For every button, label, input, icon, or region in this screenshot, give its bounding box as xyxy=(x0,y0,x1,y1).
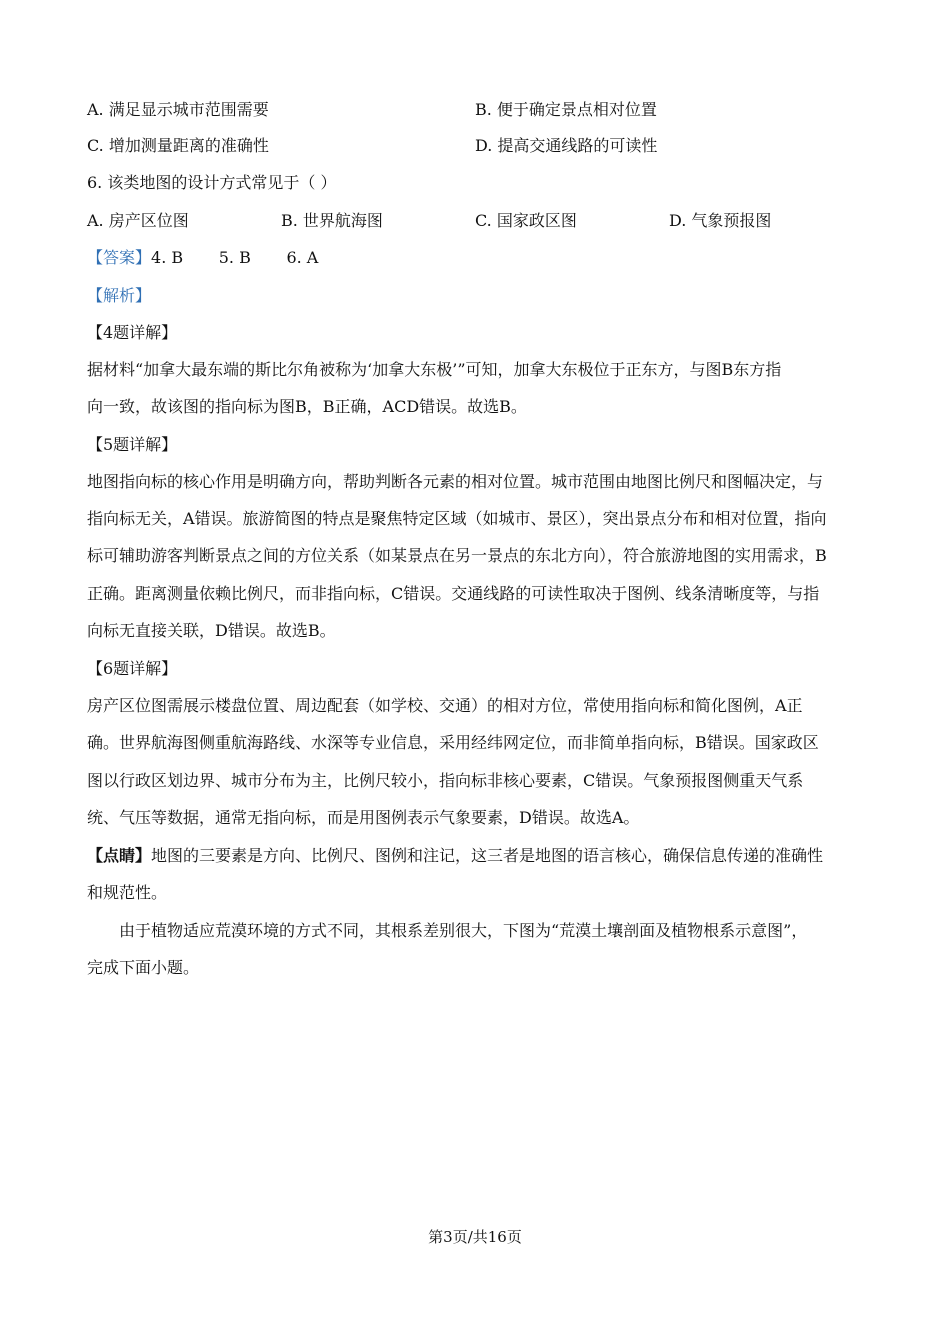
analysis-label: 【解析】 xyxy=(87,286,152,305)
q6-option-a: A. 房产区位图 xyxy=(87,211,189,230)
q6-option-c: C. 国家政区图 xyxy=(475,211,577,230)
answer-row xyxy=(87,248,318,268)
dianjing-label: 【点睛】 xyxy=(87,846,152,865)
q4-detail-line: 向一致，故该图的指向标为图B，B正确，ACD错误。故选B。 xyxy=(87,397,527,416)
q5-option-a: A. 满足显示城市范围需要 xyxy=(87,100,269,119)
q5-detail-line: 地图指向标的核心作用是明确方向，帮助判断各元素的相对位置。城市范围由地图比例尺和图幅决定，与 xyxy=(87,472,824,491)
answer-text: 4. B 5. B 6. A xyxy=(151,248,319,267)
q5-detail-line: 标可辅助游客判断景点之间的方位关系（如某景点在另一景点的东北方向），符合旅游地图的实用需求，B xyxy=(87,546,827,565)
q6-detail-line: 房产区位图需展示楼盘位置、周边配套（如学校、交通）的相对方位，常使用指向标和简化图例，A正 xyxy=(87,696,803,715)
q4-detail-line: 据材料“加拿大最东端的斯比尔角被称为‘加拿大东极’”可知，加拿大东极位于正东方，与图B东方指 xyxy=(87,360,782,379)
page-footer: 第3页/共16页 xyxy=(428,1228,522,1246)
next-material-line2: 完成下面小题。 xyxy=(87,958,200,977)
q6-detail-line: 统、气压等数据，通常无指向标，而是用图例表示气象要素，D错误。故选A。 xyxy=(87,808,640,827)
next-material-line1: 由于植物适应荒漠环境的方式不同，其根系差别很大，下图为“荒漠土壤剖面及植物根系示意图”， xyxy=(119,921,808,940)
q6-detail-line: 图以行政区划边界、城市分布为主，比例尺较小，指向标非核心要素，C错误。气象预报图侧重天气系 xyxy=(87,771,804,790)
q6-detail-heading: 【6题详解】 xyxy=(87,659,178,678)
q5-option-d: D. 提高交通线路的可读性 xyxy=(475,136,658,155)
q6-option-b: B. 世界航海图 xyxy=(281,211,383,230)
q6-stem: 6. 该类地图的设计方式常见于（ ） xyxy=(87,173,337,192)
answer-label: 【答案】 xyxy=(87,248,152,267)
q5-detail-line: 指向标无关，A错误。旅游简图的特点是聚焦特定区域（如城市、景区），突出景点分布和相对位置，指向 xyxy=(87,509,827,528)
q6-detail-line: 确。世界航海图侧重航海路线、水深等专业信息，采用经纬网定位，而非简单指向标，B错误。国家政区 xyxy=(87,733,819,752)
q5-detail-line: 正确。距离测量依赖比例尺，而非指向标，C错误。交通线路的可读性取决于图例、线条清晰度等，与指 xyxy=(87,584,820,603)
q4-detail-heading: 【4题详解】 xyxy=(87,323,178,342)
q5-option-b: B. 便于确定景点相对位置 xyxy=(475,100,657,119)
dianjing-line2: 和规范性。 xyxy=(87,883,168,902)
q5-detail-line: 向标无直接关联，D错误。故选B。 xyxy=(87,621,336,640)
dianjing-row xyxy=(87,846,823,866)
dianjing-text: 地图的三要素是方向、比例尺、图例和注记，这三者是地图的语言核心，确保信息传递的准确性 xyxy=(151,846,824,865)
q5-detail-heading: 【5题详解】 xyxy=(87,435,178,454)
q5-option-c: C. 增加测量距离的准确性 xyxy=(87,136,269,155)
q6-option-d: D. 气象预报图 xyxy=(669,211,772,230)
